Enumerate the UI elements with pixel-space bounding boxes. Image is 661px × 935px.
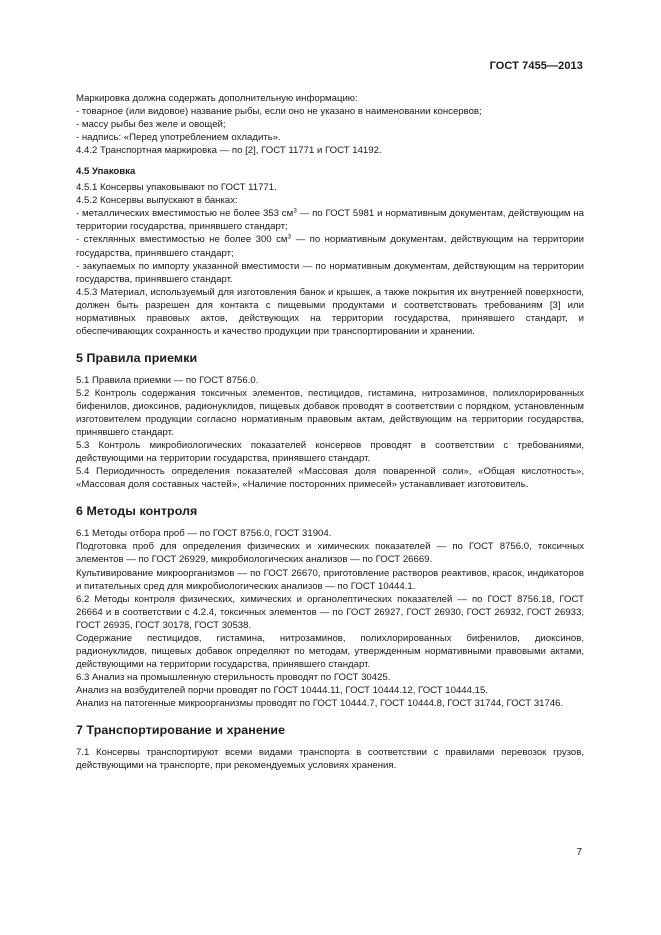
standard-code: ГОСТ 7455—2013 — [489, 60, 583, 72]
section-heading: 5 Правила приемки — [76, 350, 198, 365]
subsection-heading: 4.5 Упаковка — [76, 166, 136, 178]
list-item-text: - металлических вместимостью не более 353 см — [76, 208, 294, 220]
paragraph: 5.4 Периодичность определения показателей «Массовая доля поваренной соли», «Общая кислотность», «Массовая доля составных частей», «Наличие посторонних примесей» устанавливает изготовитель. — [76, 466, 584, 491]
paragraph: 5.3 Контроль микробиологических показателей консервов проводят в соответствии с требованиями, действующими на территории государства, принявшего стандарт. — [76, 440, 584, 465]
page-number: 7 — [576, 847, 582, 858]
section-heading: 6 Методы контроля — [76, 504, 198, 519]
paragraph: Содержание пестицидов, гистамина, нитрозаминов, полихлорированных бифенилов, диоксинов, радионуклидов, пищевых добавок определяют по методам, утвержденным нормативными правовыми актами, действующими на территории государства, принявшего стандарт. — [76, 632, 584, 670]
superscript: 3 — [293, 207, 297, 215]
section-heading: 7 Транспортирование и хранение — [76, 723, 286, 738]
list-item: - закупаемых по импорту указанной вместимости — по нормативным документам, действующим на территории государства, принявшего стандарт. — [76, 260, 584, 285]
paragraph: 6.2 Методы контроля физических, химических и органолептических показателей — по ГОСТ 8756.18, ГОСТ 26664 и в соответствии с 4.2.4, токсичных элементов — по ГОСТ 26927, ГОСТ 26930, ГОСТ 26932, ГОСТ 26933, ГОСТ 26935, ГОСТ 30178, ГОСТ 30538. — [76, 593, 584, 631]
paragraph: 4.5.1 Консервы упаковывают по ГОСТ 11771. — [76, 182, 277, 194]
paragraph: Анализ на возбудителей порчи проводят по ГОСТ 10444.11, ГОСТ 10444.12, ГОСТ 10444.15. — [76, 684, 488, 696]
paragraph: 5.2 Контроль содержания токсичных элементов, пестицидов, гистамина, нитрозаминов, полихлорированных бифенилов, диоксинов, радионуклидов, пищевых добавок проводят в соответствии с порядком, установленным изготовителем продукции согласно нормативным правовым актам, действующим на территории государства, принявшего стандарт. — [76, 387, 584, 439]
paragraph: 5.1 Правила приемки — по ГОСТ 8756.0. — [76, 374, 259, 386]
list-item: - товарное (или видовое) название рыбы, если оно не указано в наименовании консервов; — [76, 106, 482, 118]
list-item-text: — по нормативным документам, действующим на территории государства, принявшего стандарт; — [76, 234, 585, 259]
paragraph: 6.1 Методы отбора проб — по ГОСТ 8756.0, ГОСТ 31904. — [76, 528, 332, 540]
paragraph: Подготовка проб для определения физических и химических показателей — по ГОСТ 8756.0, токсичных элементов — по ГОСТ 26929, микробиологических анализов — по ГОСТ 26669. — [76, 541, 584, 566]
list-item — [76, 207, 584, 233]
paragraph: 4.5.2 Консервы выпускают в банках: — [76, 195, 238, 207]
list-item — [76, 233, 584, 259]
paragraph: 6.3 Анализ на промышленную стерильность проводят по ГОСТ 30425. — [76, 671, 391, 683]
paragraph: 7.1 Консервы транспортируют всеми видами транспорта в соответствии с правилами перевозок грузов, действующими на транспорте, при рекомендуемых условиях хранения. — [76, 747, 584, 772]
superscript: 3 — [287, 233, 292, 241]
paragraph: 4.4.2 Транспортная маркировка — по [2], ГОСТ 11771 и ГОСТ 14192. — [76, 145, 382, 157]
list-item: - массу рыбы без желе и овощей; — [76, 119, 226, 131]
paragraph: Маркировка должна содержать дополнительную информацию: — [76, 93, 358, 104]
document-body — [76, 92, 584, 772]
list-item-text: — по ГОСТ 5981 и нормативным документам, действующим на территории государства, принявшего стандарт; — [76, 208, 584, 233]
paragraph: Культивирование микроорганизмов — по ГОСТ 26670, приготовление растворов реактивов, красок, индикаторов и питательных сред для микробиологических анализов — по ГОСТ 10444.1. — [76, 567, 584, 592]
paragraph: Анализ на патогенные микроорганизмы проводят по ГОСТ 10444.7, ГОСТ 10444.8, ГОСТ 31744, ГОСТ 31746. — [76, 697, 564, 709]
list-item-text: - стеклянных вместимостью не более 300 см — [76, 234, 288, 246]
paragraph: 4.5.3 Материал, используемый для изготовления банок и крышек, а также покрытия их внутренней поверхности, должен быть разрешен для контакта с пищевыми продуктами и соответствовать требованиям [3] или нормативных правовых актов, действующих на территории государства, принявшего стандарт, и обеспечивающих сохранность и качество продукции при транспортировании и хранении. — [76, 286, 584, 337]
list-item: - надпись: «Перед употреблением охладить». — [76, 132, 281, 144]
